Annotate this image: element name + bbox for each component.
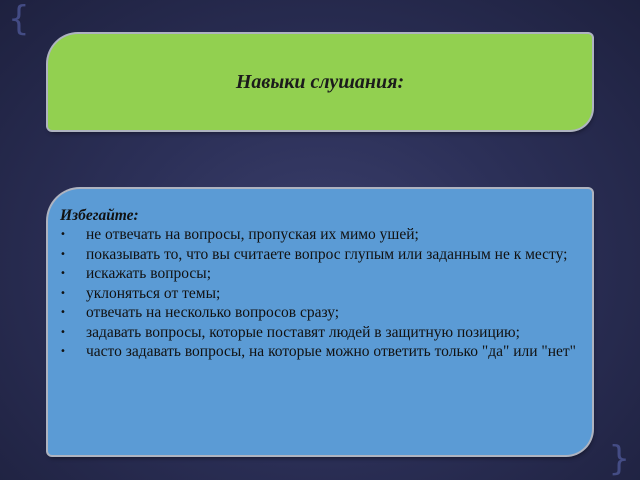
list-item xyxy=(60,264,576,284)
decorative-brace-top-left: { xyxy=(8,0,30,39)
bullet-icon: • xyxy=(60,307,66,318)
list-item-text: искажать вопросы; xyxy=(86,265,211,282)
list-item xyxy=(60,284,576,304)
list-item-text: уклоняться от темы; xyxy=(86,284,221,302)
list-item xyxy=(60,342,576,362)
list-item-text: отвечать на несколько вопросов сразу; xyxy=(86,304,340,321)
list-item-text: часто задавать вопросы, на которые можно ответить только "да" или "нет" xyxy=(86,343,576,360)
list-item xyxy=(60,303,576,323)
list-item-text: задавать вопросы, которые поставят людей в защитную позицию; xyxy=(86,323,520,341)
list-item xyxy=(60,323,576,343)
decorative-brace-bottom-right: } xyxy=(608,439,630,479)
slide-title: Навыки слушания: xyxy=(235,70,405,93)
bullet-icon: • xyxy=(60,248,66,260)
content-box xyxy=(48,189,592,455)
bullet-icon: • xyxy=(60,346,66,357)
avoid-list xyxy=(60,225,576,362)
list-item-text: не отвечать на вопросы, пропуская их мимо ушей; xyxy=(86,226,419,243)
bullet-icon: • xyxy=(60,287,66,299)
bullet-icon: • xyxy=(60,326,66,338)
list-item xyxy=(60,245,576,265)
title-box xyxy=(48,34,592,130)
bullet-icon: • xyxy=(60,229,66,240)
list-item-text: показывать то, что вы считаете вопрос глупым или заданным не к месту; xyxy=(86,245,568,263)
avoid-heading: Избегайте: xyxy=(60,207,139,224)
bullet-icon: • xyxy=(60,268,66,279)
list-item xyxy=(60,225,576,245)
